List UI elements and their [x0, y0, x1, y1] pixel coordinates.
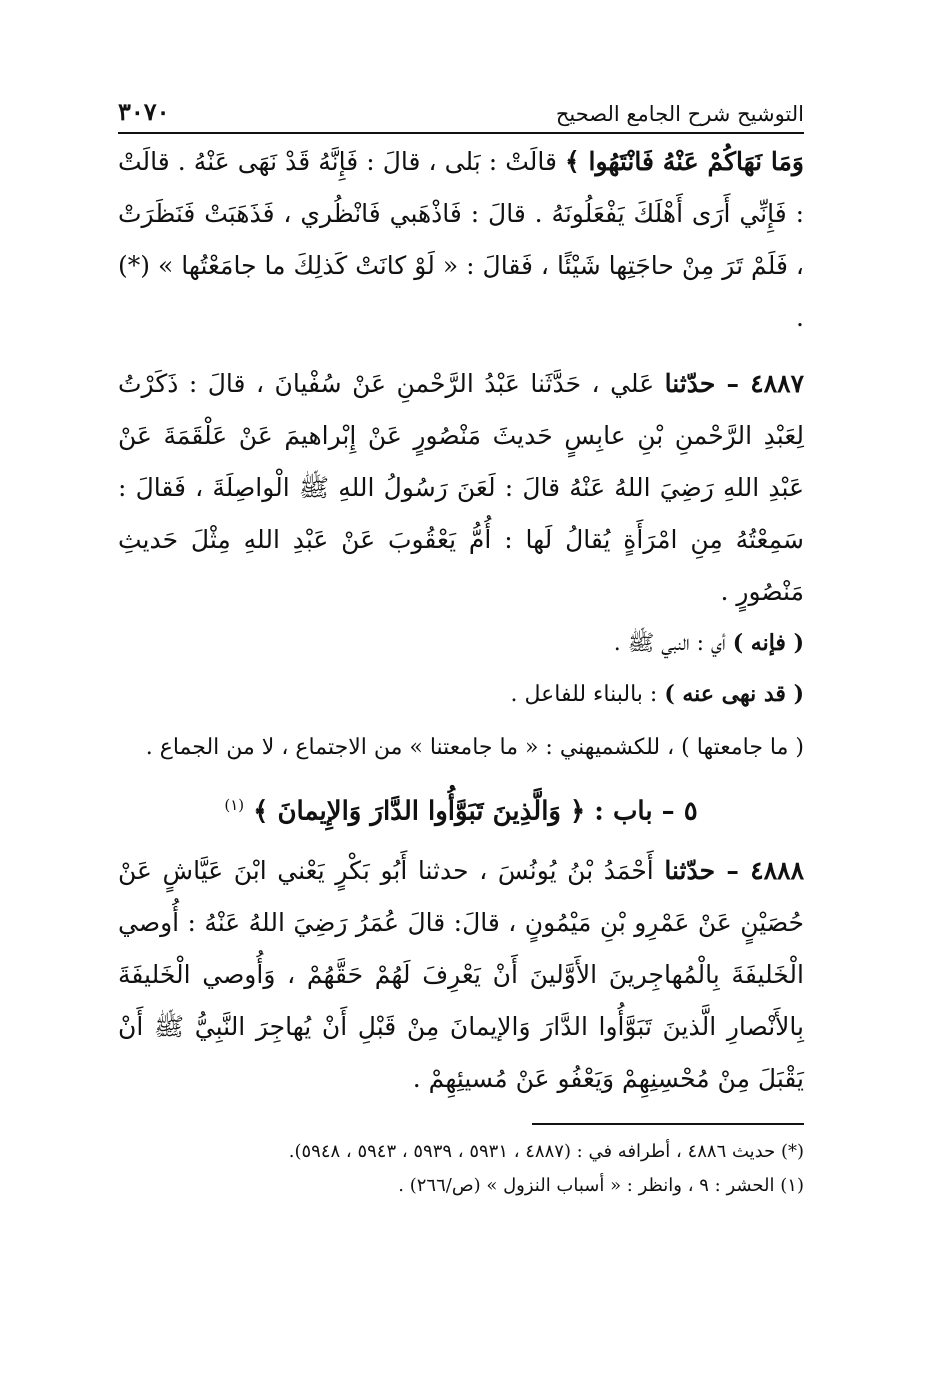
gloss-text: : بالبناء للفاعل .	[510, 682, 665, 707]
chapter-heading	[118, 796, 804, 827]
footnote: (*) حديث ٤٨٨٦ ، أطرافه في : (٤٨٨٧ ، ٥٩٣١ ، ٥٩٣٩ ، ٥٩٤٣ ، ٥٩٤٨).	[288, 1140, 804, 1162]
gloss-key: ( قد نهى عنه )	[664, 681, 804, 707]
footnote: (١) الحشر : ٩ ، وانظر : « أسباب النزول » (ص/٢٦٦) .	[398, 1174, 804, 1196]
paragraph-text: قالَتْ : بَلى ، قالَ : فَإِنَّهُ قَدْ نَهَى عَنْهُ . قالَتْ : فَإِنِّي أَرَى أَهْلَكَ يَفْعَلُونَهُ . قالَ : فَاذْهَبي فَانْظُري ، فَذَهَبَتْ فَنَظَرَتْ ، فَلَمْ تَرَ مِنْ حاجَتِها شَيْئًا ، فَقالَ : « لَوْ كانَتْ كَذلِكَ ما جامَعْتُها » (*) .	[118, 147, 804, 332]
chapter-title: ٥ – باب : ﴿ وَالَّذِينَ تَبَوَّأُوا الدَّارَ وَالإِيمانَ ﴾	[253, 796, 698, 827]
hadith-number: ٤٨٨٨ – حدّثنا	[664, 855, 804, 885]
hadith-4887-paragraph	[118, 358, 804, 618]
running-title: التوشيح شرح الجامع الصحيح	[555, 102, 804, 126]
page-number: ٣٠٧٠	[118, 97, 170, 126]
hadith-text: عَلي ، حَدَّثَنا عَبْدُ الرَّحْمنِ عَنْ سُفْيانَ ، قالَ : ذَكَرْتُ لِعَبْدِ الرَّحْمنِ بْنِ عابِسٍ حَديثَ مَنْصُورٍ عَنْ إِبْراهيمَ عَنْ عَلْقَمَةَ عَنْ عَبْدِ اللهِ رَضِيَ اللهُ عَنْهُ قالَ : لَعَنَ رَسُولُ اللهِ ﷺ الْواصِلَةَ ، فَقالَ : سَمِعْتُهُ مِنِ امْرَأَةٍ يُقالُ لَها : أُمُّ يَعْقُوبَ عَنْ عَبْدِ اللهِ مِثْلَ حَديثِ مَنْصُورٍ .	[118, 369, 804, 606]
continued-hadith-paragraph	[118, 136, 804, 344]
page	[118, 78, 804, 1203]
footnote-divider	[532, 1123, 804, 1125]
hadith-4888-paragraph	[118, 845, 804, 1105]
gloss-text: أي : النبي ﷺ .	[613, 631, 733, 656]
hadith-number: ٤٨٨٧ – حدّثنا	[664, 369, 804, 398]
footnote-ref: (١)	[224, 796, 245, 814]
gloss-item	[118, 618, 804, 669]
hadith-text: أَحْمَدُ بْنُ يُونُسَ ، حدثنا أَبُو بَكْرٍ يَعْني ابْنَ عَيَّاشٍ عَنْ حُصَيْنٍ عَنْ عَمْرِو بْنِ مَيْمُونٍ ، قالَ: قالَ عُمَرُ رَضِيَ اللهُ عَنْهُ : أُوصي الْخَليفَةَ بِالْمُهاجِرينَ الأَوَّلينَ أَنْ يَعْرِفَ لَهُمْ حَقَّهُمْ ، وَأُوصي الْخَليفَةَ بِالأَنْصارِ الَّذينَ تَبَوَّأُوا الدَّارَ وَالإيمانَ مِنْ قَبْلِ أَنْ يُهاجِرَ النَّبِيُّ ﷺ أَنْ يَقْبَلَ مِنْ مُحْسِنِهِمْ وَيَعْفُو عَنْ مُسيئِهِمْ .	[118, 855, 804, 1093]
quran-quote: وَمَا نَهَاكُمْ عَنْهُ فَانْتَهُوا ﴾	[565, 147, 804, 176]
gloss-key: ( فإنه )	[732, 630, 804, 656]
gloss-item	[118, 669, 804, 720]
gloss-item	[118, 726, 804, 770]
gloss-text: ، للكشميهني : « ما جامعتنا » من الاجتماع ، لا من الجماع .	[145, 735, 682, 760]
page-header	[118, 78, 804, 134]
gloss-key: ( ما جامعتها )	[681, 735, 804, 760]
